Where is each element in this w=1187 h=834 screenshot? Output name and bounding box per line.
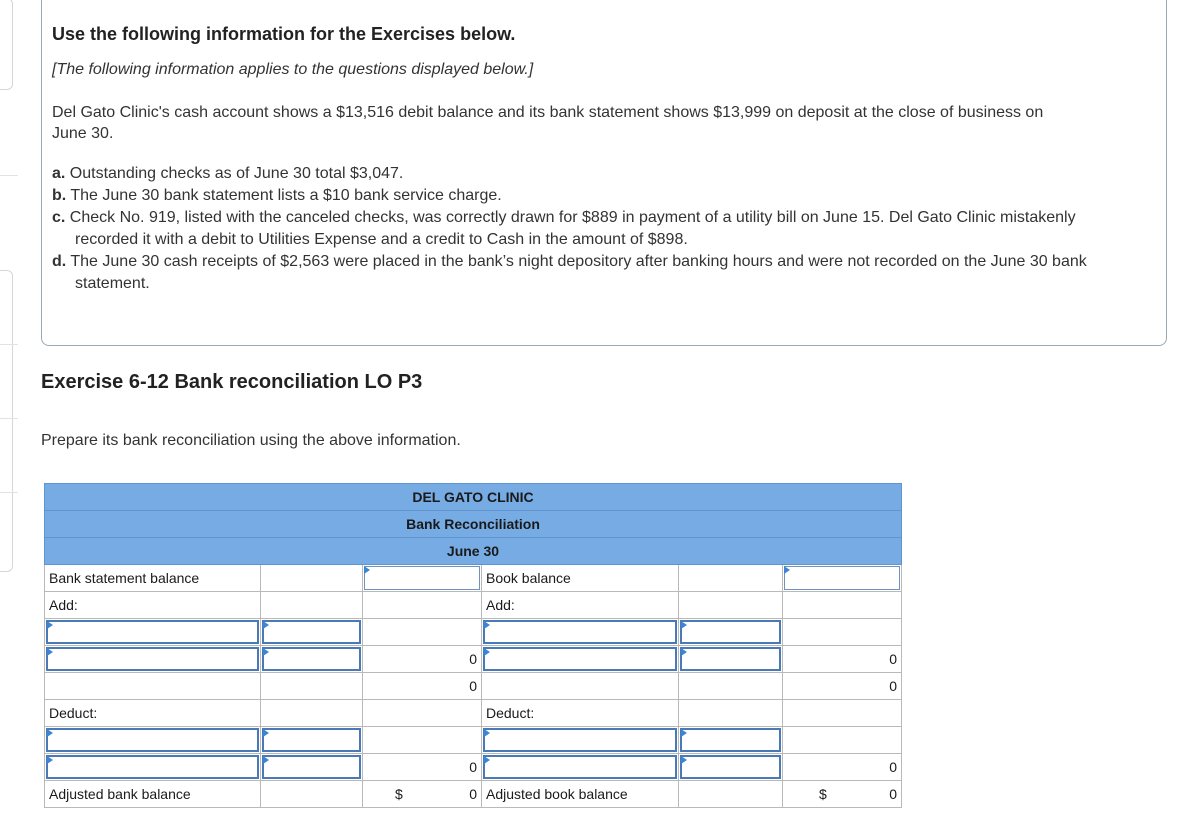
empty-cell	[45, 673, 261, 700]
book-add-amount-input-2[interactable]	[680, 647, 781, 671]
book-balance-label: Book balance	[482, 565, 679, 592]
bank-deduct-desc-input-1[interactable]	[46, 728, 259, 752]
book-deduct-amount-input-2[interactable]	[680, 755, 781, 779]
table-row	[45, 754, 902, 781]
table-row	[45, 673, 902, 700]
book-balance-input[interactable]	[784, 566, 900, 590]
item-letter: c.	[52, 209, 66, 226]
adjusted-book-cell	[783, 781, 902, 808]
table-row	[45, 619, 902, 646]
bank-deduct-desc-cell	[45, 754, 261, 781]
bank-add-amount-input-2[interactable]	[262, 647, 361, 671]
table-row	[45, 700, 902, 727]
empty-cell	[261, 781, 363, 808]
info-heading: Use the following information for the Exercises below.	[52, 24, 516, 44]
bank-balance-label: Bank statement balance	[45, 565, 261, 592]
header-row	[45, 484, 902, 511]
bank-subtotal: 0	[363, 673, 482, 700]
adjusted-bank-value: 0	[469, 786, 477, 802]
empty-cell	[261, 592, 363, 619]
empty-cell	[363, 619, 482, 646]
edge-divider	[0, 344, 18, 345]
exercise-prompt: Prepare its bank reconciliation using the above information.	[41, 432, 461, 449]
header-row	[45, 511, 902, 538]
bank-add-desc-cell	[45, 646, 261, 673]
item-text: Outstanding checks as of June 30 total $3,047.	[69, 165, 404, 182]
book-deduct-desc-cell	[482, 754, 679, 781]
bank-deduct-amt-cell	[261, 754, 363, 781]
book-deduct-amt-cell	[679, 754, 783, 781]
bank-deduct-label: Deduct:	[45, 700, 261, 727]
empty-cell	[679, 673, 783, 700]
edge-divider	[0, 175, 18, 176]
empty-cell	[482, 673, 679, 700]
book-add-label: Add:	[482, 592, 679, 619]
list-item	[52, 251, 1092, 295]
bank-deduct-desc-input-2[interactable]	[46, 755, 259, 779]
table-row	[45, 592, 902, 619]
adjusted-book-value: 0	[889, 786, 897, 802]
book-add-desc-cell	[482, 646, 679, 673]
company-name: DEL GATO CLINIC	[45, 484, 902, 511]
empty-cell	[261, 673, 363, 700]
info-list	[52, 163, 1092, 295]
info-paragraph: Del Gato Clinic's cash account shows a $13,516 debit balance and its bank statement shows $13,999 on deposit at the close of business on June 30.	[52, 104, 1044, 142]
bank-balance-cell	[363, 565, 482, 592]
exercise-title: Exercise 6-12 Bank reconciliation LO P3	[41, 371, 423, 393]
bank-deduct-amount-input-1[interactable]	[262, 728, 361, 752]
item-text: The June 30 bank statement lists a $10 bank service charge.	[70, 187, 502, 204]
empty-cell	[783, 700, 902, 727]
book-deduct-label: Deduct:	[482, 700, 679, 727]
book-add-total: 0	[783, 646, 902, 673]
list-item	[52, 163, 1092, 185]
bank-balance-input[interactable]	[364, 566, 480, 590]
empty-cell	[679, 781, 783, 808]
currency-symbol: $	[395, 786, 403, 802]
table-row	[45, 646, 902, 673]
bank-add-desc-input-1[interactable]	[46, 620, 259, 644]
edge-fragment-top	[0, 0, 13, 90]
edge-fragment-middle	[0, 270, 13, 572]
info-note: [The following information applies to the questions displayed below.]	[52, 61, 534, 78]
item-letter: d.	[52, 253, 67, 270]
book-add-desc-input-2[interactable]	[483, 647, 677, 671]
bank-deduct-total: 0	[363, 754, 482, 781]
bank-add-amt-cell	[261, 646, 363, 673]
list-item	[52, 207, 1092, 251]
book-add-amount-input-1[interactable]	[680, 620, 781, 644]
adjusted-bank-cell	[363, 781, 482, 808]
adjusted-book-label: Adjusted book balance	[482, 781, 679, 808]
adjusted-bank-label: Adjusted bank balance	[45, 781, 261, 808]
book-deduct-desc-input-2[interactable]	[483, 755, 677, 779]
list-item	[52, 185, 1092, 207]
book-deduct-amount-input-1[interactable]	[680, 728, 781, 752]
book-deduct-amt-cell	[679, 727, 783, 754]
empty-cell	[783, 727, 902, 754]
bank-deduct-amount-input-2[interactable]	[262, 755, 361, 779]
book-subtotal: 0	[783, 673, 902, 700]
bank-add-desc-input-2[interactable]	[46, 647, 259, 671]
book-add-amt-cell	[679, 619, 783, 646]
empty-cell	[261, 565, 363, 592]
currency-symbol: $	[819, 786, 827, 802]
item-text: Check No. 919, listed with the canceled checks, was correctly drawn for $889 in payment of a utility bill on June 15. Del Gato Clinic mistakenly recorded it with a debit to Utilities Expense and a credit to Cash in the amount of $898.	[69, 209, 1076, 248]
bank-add-total: 0	[363, 646, 482, 673]
book-deduct-desc-cell	[482, 727, 679, 754]
empty-cell	[679, 592, 783, 619]
edge-divider	[0, 418, 18, 419]
statement-date: June 30	[45, 538, 902, 565]
empty-cell	[363, 592, 482, 619]
bank-add-label: Add:	[45, 592, 261, 619]
reconciliation-table	[44, 483, 902, 808]
empty-cell	[679, 700, 783, 727]
bank-add-amount-input-1[interactable]	[262, 620, 361, 644]
empty-cell	[679, 565, 783, 592]
empty-cell	[783, 592, 902, 619]
book-deduct-desc-input-1[interactable]	[483, 728, 677, 752]
empty-cell	[783, 619, 902, 646]
table-row	[45, 727, 902, 754]
book-add-amt-cell	[679, 646, 783, 673]
header-row	[45, 538, 902, 565]
bank-deduct-desc-cell	[45, 727, 261, 754]
statement-title: Bank Reconciliation	[45, 511, 902, 538]
empty-cell	[363, 727, 482, 754]
item-text: The June 30 cash receipts of $2,563 were placed in the bank’s night depository after banking hours and were not recorded on the June 30 bank statement.	[70, 253, 1087, 292]
book-deduct-total: 0	[783, 754, 902, 781]
book-balance-cell	[783, 565, 902, 592]
edge-divider	[0, 492, 18, 493]
bank-add-desc-cell	[45, 619, 261, 646]
item-letter: a.	[52, 165, 66, 182]
table-row	[45, 565, 902, 592]
book-add-desc-cell	[482, 619, 679, 646]
bank-deduct-amt-cell	[261, 727, 363, 754]
empty-cell	[261, 700, 363, 727]
table-row	[45, 781, 902, 808]
book-add-desc-input-1[interactable]	[483, 620, 677, 644]
bank-add-amt-cell	[261, 619, 363, 646]
item-letter: b.	[52, 187, 67, 204]
empty-cell	[363, 700, 482, 727]
